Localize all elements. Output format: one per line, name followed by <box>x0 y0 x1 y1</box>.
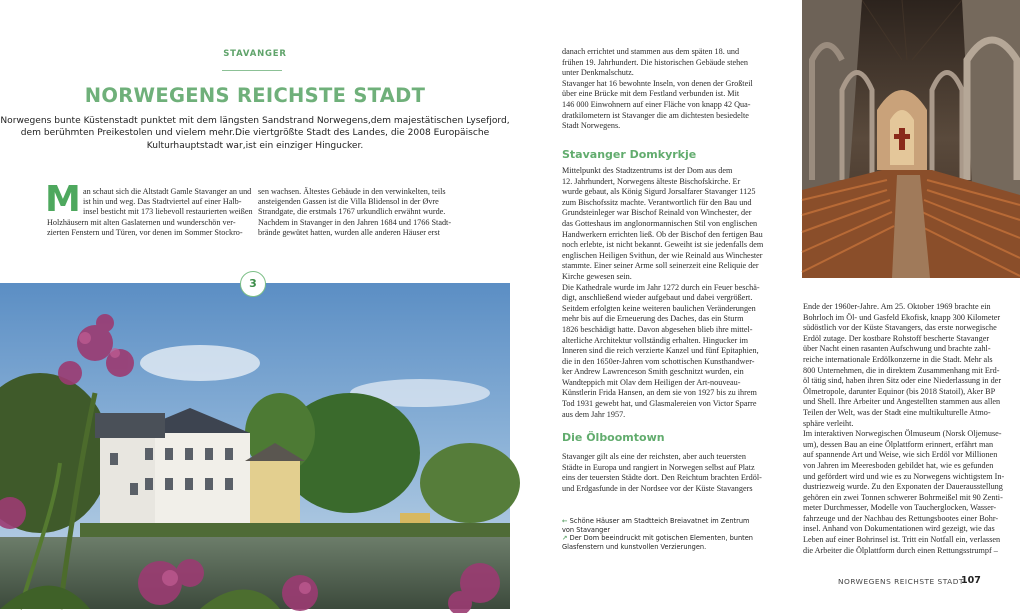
text-line: gehören ein zwei Tonnen schwerer Bohrmeißel mit 90 Zenti- <box>803 492 1003 502</box>
text-line: südöstlich vor der Küste Stavangers, das erste norwegische <box>803 323 997 333</box>
text-line: ist hin und weg. Das Stadtviertel auf einer Halb- <box>83 197 242 207</box>
text-line: insel besticht mit 173 liebevoll restaurierten weißen <box>83 207 253 217</box>
text-line: über Nacht einen rasanten Aufschwung und brachte zahl- <box>803 344 991 354</box>
text-line: Strandgate, die erstmals 1767 urkundlich erwähnt wurde. <box>258 207 446 217</box>
text-line: Erdöl zutage. Der kostbare Rohstoff bescherte Stavanger <box>803 333 990 343</box>
text-line: unter Denkmalschutz. <box>562 68 634 78</box>
text-line: eins der teuersten Städte dort. Den Reichtum brachten Erdöl- <box>562 473 762 483</box>
text-line: das Gotteshaus im anglonormannischen Stil von englischen <box>562 218 758 228</box>
text-line: und Erdgasfunde in der Nordsee vor der Küste Stavangers <box>562 483 753 493</box>
text-line: die in den 1650er-Jahren vom schottischen Kunsthandwer- <box>562 356 755 366</box>
text-line: öl tätig sind, haben ihren Sitz oder eine Niederlassung in der <box>803 376 1002 386</box>
text-line: Kirche gewesen sein. <box>562 271 632 281</box>
text-line: Ölmetropole, darunter Equinor (bis 2018 Statoil), Aker BP <box>803 386 996 396</box>
text-line: fahrzeuge und der Nachbau des Rettungsbootes einer Bohr- <box>803 513 999 523</box>
page-title: NORWEGENS REICHSTE STADT <box>84 84 426 107</box>
kicker-divider <box>222 70 282 71</box>
text-line: und gefördert wird und wie es zu Norwegens wichtigstem In- <box>803 471 1005 481</box>
text-line: Städte in Europa und rangiert in Norwegen selbst auf Platz <box>562 462 755 472</box>
text-line: sen wachsen. Ältestes Gebäude in den verwinkelten, teils <box>258 187 446 196</box>
text-line: Inneren sind die reich verzierte Kanzel und fünf Epitaphien, <box>562 346 759 356</box>
text-line: Mittelpunkt des Stadtzentrums ist der Dom aus dem <box>562 166 733 175</box>
text-line: brände gewütet hatten, wurden alle anderen Häuser erst <box>258 227 440 237</box>
drop-cap: M <box>45 179 81 220</box>
section-kicker: STAVANGER <box>223 49 287 59</box>
text-line: Die viertgrößte Stadt des Landes, die 2008 Europäische Kulturhauptstadt war, <box>146 128 490 151</box>
text-line: Nachdem in Stavanger in den Jahren 1684 und 1766 Stadt- <box>258 217 452 227</box>
text-line: Leben auf einer Bohrinsel ist. Tritt ein Notfall ein, verlassen <box>803 535 1001 545</box>
text-line: insel. Anhand von Dokumentationen wird gezeigt, wie das <box>803 524 995 534</box>
text-line: danach errichtet und stammen aus dem späten 18. und <box>562 47 740 56</box>
map-number-badge: 3 <box>240 271 266 297</box>
text-line: Norwegens bunte Küstenstadt punktet mit dem längsten Sandstrand Norwegens, <box>0 116 371 126</box>
intro-column-1 <box>47 187 253 238</box>
text-line: zum Bischofssitz machte. Verantwortlich für den Bau und <box>562 197 752 207</box>
lead-paragraph <box>0 115 510 152</box>
text-line: frühen 19. Jahrhundert. Die historischen Gebäude stehen <box>562 57 748 67</box>
text-line: Künstlerin Frida Hansen, an dem sie von 1927 bis zu ihrem <box>562 388 757 398</box>
arrow-left-icon: ← <box>562 517 568 525</box>
photo-stavanger-houses <box>0 283 510 609</box>
text-line: 800 Unternehmen, die in direktem Zusammenhang mit Erd- <box>803 365 1000 375</box>
text-line: und Shell. Ihre Arbeiter und Angestellten stammen aus allen <box>803 397 1001 407</box>
arrow-up-right-icon: ↗ <box>562 534 568 543</box>
text-line: Stavanger gilt als eine der reichsten, aber auch teuersten <box>562 452 746 461</box>
text-line: stammte. Einer seiner Arme soll seinerzeit eine Reliquie der <box>562 261 759 271</box>
caption-houses: ← Schöne Häuser am Stadtteich Breiavatnet im Zentrum von Stavanger <box>562 517 750 534</box>
caption-cathedral: ↗ Der Dom beeindruckt mit gotischen Elementen, bunten Glasfenstern und kunstvollen Verzierungen. <box>562 534 753 551</box>
column-b-text <box>803 302 1015 556</box>
text-line: Seitdem erfolgten keine weiteren baulichen Veränderungen <box>562 303 756 313</box>
text-line: dratkilometern ist Stavanger die am dichtesten besiedelte <box>562 110 749 120</box>
text-line: 1826 beschädigt hatte. Davon abgesehen blieb ihre mittel- <box>562 324 753 334</box>
intro-column-2 <box>258 187 508 238</box>
text-line: englischen Heiligen Svithun, der wie Reinald aus Winchester <box>562 250 763 260</box>
text-line: ansteigenden Gassen ist die Villa Blidensol in der Øvre <box>258 197 439 207</box>
text-line: sphäre verleiht. <box>803 418 854 428</box>
heading-die-oelboomtown: Die Ölboomtown <box>562 431 665 444</box>
text-line: Handwerkern errichten ließ. Ob der Bischof den fertigen Bau <box>562 229 763 239</box>
text-line: dustriezweig wurde. Zu den Exponaten der Dauerausstellung <box>803 482 1003 492</box>
text-line: von Jahren im Meeresboden gebildet hat, wie es gefunden <box>803 460 994 470</box>
text-line: mehr bis auf die Erneuerung des Daches, das ein Sturm <box>562 314 744 324</box>
text-line: Die Kathedrale wurde im Jahr 1272 durch ein Feuer beschä- <box>562 282 760 292</box>
text-line: an schaut sich die Altstadt Gamle Stavanger an und <box>83 187 252 196</box>
text-line: alterliche Architektur vollständig erhalten. Hingucker im <box>562 335 748 345</box>
text-line: 12. Jahrhundert, Norwegens älteste Bischofskirche. Er <box>562 176 741 186</box>
photo-cathedral-interior <box>802 0 1020 278</box>
heading-stavanger-domkyrkje: Stavanger Domkyrkje <box>562 148 697 161</box>
text-line: Ende der 1960er-Jahre. Am 25. Oktober 1969 brachte ein <box>803 302 991 311</box>
text-line: Holzhäusern mit alten Gaslaternen und wunderschön ver- <box>47 217 236 227</box>
text-line: Im interaktiven Norwegischen Ölmuseum (Norsk Oljemuse- <box>803 429 1002 439</box>
text-line: Grundsteinleger war Bischof Reinald von Winchester, der <box>562 208 752 218</box>
text-line: Wandteppich mit Olav dem Heiligen der Art-nouveau- <box>562 377 741 387</box>
text-line: auf spannende Art und Weise, wie sich Erdöl vor Millionen <box>803 450 998 460</box>
text-line: meter Durchmesser, Modelle von Taucherglocken, Wasser- <box>803 503 997 513</box>
column-a-paragraph-3 <box>562 452 800 494</box>
text-line: digt, anschließend wieder aufgebaut und dabei vergrößert. <box>562 293 753 303</box>
column-a-paragraph-2 <box>562 166 800 420</box>
text-line: um), dessen Bau an eine Ölplattform erinnert, erfährt man <box>803 439 994 449</box>
page-number: 107 <box>961 575 981 586</box>
photo-captions <box>562 517 800 551</box>
text-line: noch erlebte, ist nicht bekannt. Geweiht ist sie jedenfalls dem <box>562 240 764 250</box>
text-line: Bohrloch im Öl- und Gasfeld Ekofisk, knapp 300 Kilometer <box>803 312 1001 322</box>
text-line: Stavanger hat 16 bewohnte Inseln, von denen der Großteil <box>562 78 753 88</box>
text-line: ker Andrew Lawrenceson Smith geschnitzt wurden, ein <box>562 367 744 377</box>
text-line: aus dem Jahr 1957. <box>562 409 626 419</box>
text-line: reiche internationale Erdölkonzerne in die Stadt. Mehr als <box>803 354 993 364</box>
text-line: zierten Fenstern und Türen, vor denen im Sommer Stockro- <box>47 227 243 237</box>
text-line: wurde gebaut, als König Sigurd Jorsalfarer Stavanger 1125 <box>562 187 756 197</box>
text-line: über eine Brücke mit dem Festland verbunden ist. Mit <box>562 89 740 99</box>
text-line: Stadt Norwegens. <box>562 121 621 131</box>
text-line: 146 000 Einwohnern auf einer Fläche von knapp 42 Qua- <box>562 99 751 109</box>
text-line: Tod 1931 gewebt hat, und Glasmalereien von Victor Sparre <box>562 399 757 409</box>
text-line: dem majestätischen Lysefjord, dem berühmten Preikestolen und vielem mehr. <box>20 116 510 139</box>
text-line: die Arbeiter die Ölplattform durch einen Rettungsstrumpf – <box>803 545 998 555</box>
running-footer-title: NORWEGENS REICHSTE STADT <box>838 577 964 586</box>
column-a-paragraph-1 <box>562 47 800 132</box>
text-line: ist ein einziger Hingucker. <box>245 140 364 151</box>
text-line: Teilen der Welt, was der Stadt eine multikulturelle Atmo- <box>803 407 991 417</box>
